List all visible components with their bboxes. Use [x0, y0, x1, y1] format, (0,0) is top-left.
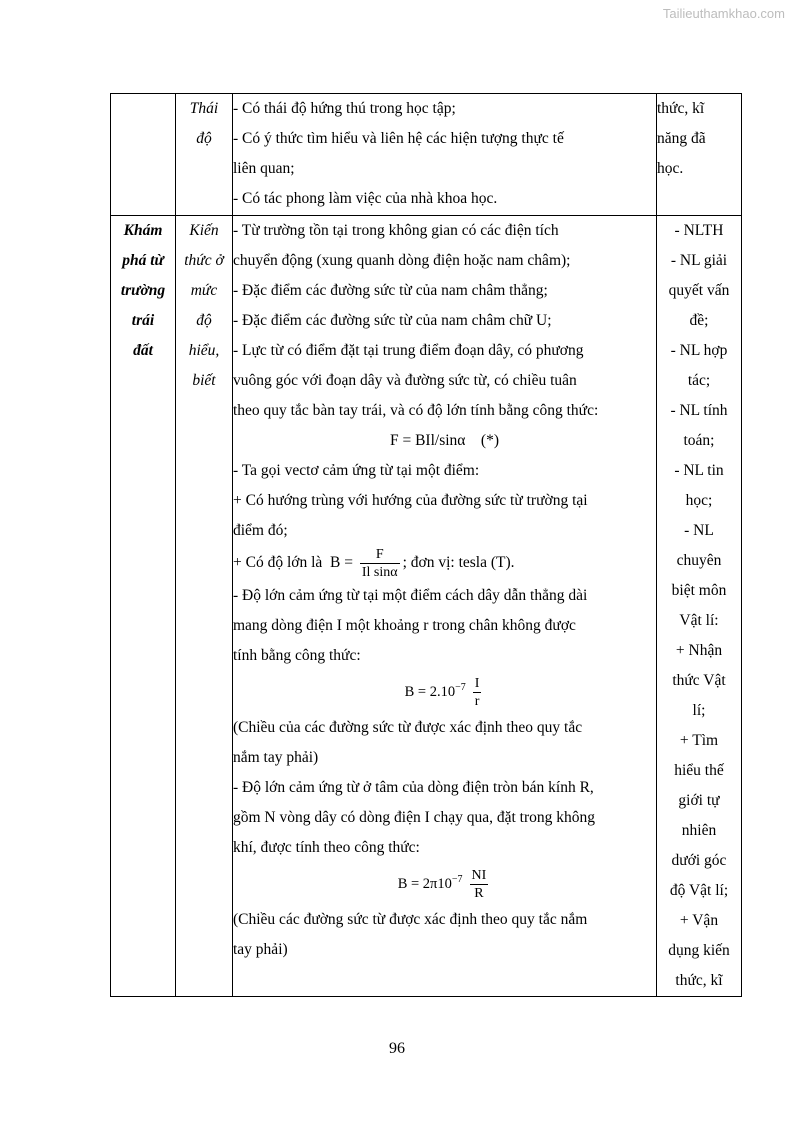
row2-topic-cell	[111, 216, 176, 997]
row1-competency-line: năng đã	[657, 130, 706, 147]
content-line: - Đặc điểm các đường sức từ của nam châm thẳng;	[233, 282, 548, 299]
page-number: 96	[389, 1040, 405, 1057]
row1-competency-cell	[657, 94, 742, 216]
content-line: + Có hướng trùng với hướng của đường sức từ trường tại	[233, 492, 588, 509]
content-line: - Lực từ có điểm đặt tại trung điểm đoạn dây, có phương	[233, 342, 584, 359]
row2-level-cell	[176, 216, 233, 997]
content-line: gồm N vòng dây có dòng điện I chạy qua, đặt trong không	[233, 809, 596, 826]
competency-line: Vật lí:	[679, 612, 719, 629]
formula-fraction	[473, 675, 482, 710]
competency-line: - NLTH	[674, 222, 724, 239]
magnitude-prefix: + Có độ lớn là B =	[233, 554, 357, 572]
formula-exponent: −7	[455, 682, 466, 693]
content-line: vuông góc với đoạn dây và đường sức từ, có chiều tuân	[233, 372, 577, 389]
competency-line: + Nhận	[675, 642, 723, 659]
fraction-numerator: I	[474, 675, 480, 691]
row2-topic-line: trái	[131, 312, 155, 329]
fraction-denominator: Il sinα	[361, 565, 398, 580]
row1-level-cell	[176, 94, 233, 216]
competency-line: thức, kĩ	[675, 972, 723, 989]
row2-topic-line: phá từ	[122, 252, 164, 269]
content-line: mang dòng điện I một khoảng r trong chân không được	[233, 617, 576, 634]
competency-line: quyết vấn	[668, 282, 730, 299]
row2-topic-line: trường	[120, 282, 166, 299]
formula-exponent: −7	[451, 874, 463, 885]
formula-lhs: $B = 2\pi 10^{-7}$	[397, 874, 463, 892]
content-line: - Độ lớn cảm ứng từ tại một điểm cách dây dẫn thẳng dài	[233, 587, 588, 604]
row1-content-cell	[233, 94, 657, 216]
content-line: - Độ lớn cảm ứng từ ở tâm của dòng điện tròn bán kính R,	[233, 779, 594, 796]
content-line: điểm đó;	[233, 522, 288, 539]
row1-competency-line: thức, kĩ	[657, 100, 705, 117]
magnitude-suffix: ; đơn vị: tesla (T).	[402, 554, 515, 572]
content-table	[110, 93, 742, 997]
competency-line: tác;	[687, 372, 711, 389]
competency-line: học;	[685, 492, 713, 509]
content-line: theo quy tắc bàn tay trái, và có độ lớn tính bằng công thức:	[233, 402, 599, 419]
table-row	[111, 216, 742, 997]
competency-line: thức Vật	[672, 672, 726, 689]
competency-line: - NL hợp	[670, 342, 728, 359]
competency-line: + Tìm	[679, 732, 719, 749]
content-line: - Đặc điểm các đường sức từ của nam châm chữ U;	[233, 312, 552, 329]
competency-line: lí;	[692, 702, 706, 719]
magnitude-fraction	[360, 546, 400, 581]
competency-line: biệt môn	[671, 582, 727, 599]
row2-competency-cell	[657, 216, 742, 997]
table-row	[111, 94, 742, 216]
row1-level-line: độ	[196, 130, 212, 147]
competency-line: đề;	[689, 312, 709, 329]
row2-content-cell	[233, 216, 657, 997]
content-line: chuyển động (xung quanh dòng điện hoặc nam châm);	[233, 252, 571, 269]
competency-line: - NL tin	[674, 462, 724, 479]
row2-topic-line: Khám	[123, 222, 163, 239]
content-line: nắm tay phải)	[233, 749, 319, 766]
competency-line: hiểu thế	[674, 762, 724, 779]
competency-line: - NL	[684, 522, 714, 539]
competency-line: nhiên	[681, 822, 717, 839]
competency-line: toán;	[683, 432, 715, 449]
row2-topic-line: đất	[133, 342, 153, 359]
row1-content-line: liên quan;	[233, 160, 295, 177]
competency-line: + Vận	[679, 912, 719, 929]
competency-line: chuyên	[676, 552, 722, 569]
row2-level-line: độ	[196, 312, 212, 329]
content-line: (Chiều của các đường sức từ được xác định theo quy tắc	[233, 719, 583, 736]
row2-level-line: hiểu,	[188, 342, 220, 359]
row1-topic-cell	[111, 94, 176, 216]
fraction-denominator: r	[474, 693, 480, 709]
fraction-numerator: NI	[471, 867, 487, 883]
fraction-denominator: R	[474, 885, 484, 901]
row2-level-line: biết	[192, 372, 216, 389]
formula-lhs: $B = 2.10^{-7}$	[404, 682, 466, 700]
content-line: tính bằng công thức:	[233, 647, 361, 664]
competency-line: giới tự	[678, 792, 720, 809]
row2-level-line: mức	[190, 282, 218, 299]
content-line: - Ta gọi vectơ cảm ứng từ tại một điểm:	[233, 462, 480, 479]
force-formula: F = BIl/sinα (*)	[389, 432, 499, 449]
content-line: (Chiều các đường sức từ được xác định theo quy tắc nắm	[233, 911, 588, 928]
magnitude-line	[233, 546, 656, 581]
competency-line: dưới góc	[671, 852, 727, 869]
circular-loop-formula	[233, 863, 656, 905]
row1-level-line: Thái	[189, 100, 219, 117]
content-line: tay phải)	[233, 941, 288, 958]
row2-level-line: thức ở	[184, 252, 224, 269]
watermark: Tailieuthamkhao.com	[662, 6, 785, 21]
formula-fraction	[470, 867, 489, 902]
straight-wire-formula	[233, 671, 656, 713]
row1-content-line: - Có tác phong làm việc của nhà khoa học.	[233, 190, 498, 207]
row1-content-line: - Có thái độ hứng thú trong học tập;	[233, 100, 456, 117]
competency-line: độ Vật lí;	[669, 882, 729, 899]
competency-line: - NL tính	[670, 402, 728, 419]
row2-level-line: Kiến	[189, 222, 219, 239]
fraction-numerator: F	[360, 546, 400, 564]
content-line: khí, được tính theo công thức:	[233, 839, 420, 856]
competency-line: dụng kiến	[668, 942, 730, 959]
row1-content-line: - Có ý thức tìm hiểu và liên hệ các hiện tượng thực tế	[233, 130, 564, 147]
content-line: - Từ trường tồn tại trong không gian có các điện tích	[233, 222, 559, 239]
competency-line: - NL giải	[670, 252, 728, 269]
row1-competency-line: học.	[657, 160, 684, 177]
